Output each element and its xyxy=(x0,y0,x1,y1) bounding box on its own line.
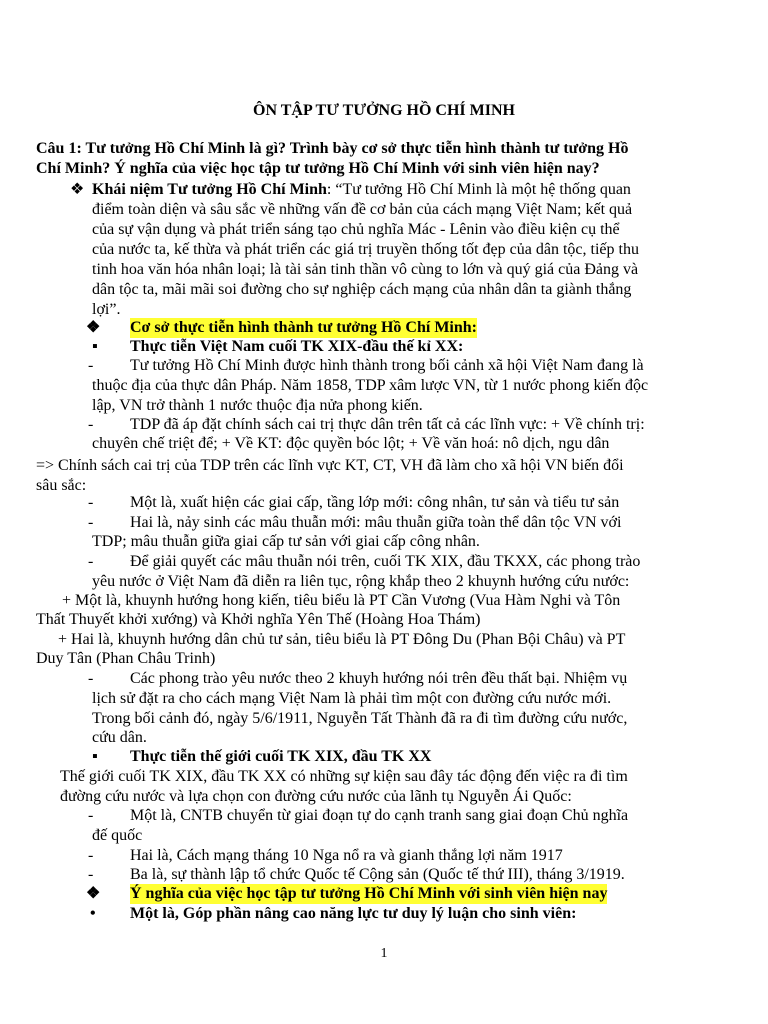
paragraph-line: Để giải quyết các mâu thuẫn nói trên, cuối TK XIX, đầu TKXX, các phong trào xyxy=(130,553,641,570)
paragraph-line: Một là, CNTB chuyển từ giai đoạn tự do cạnh tranh sang giai đoạn Chủ nghĩa xyxy=(130,807,629,824)
paragraph-line: Các phong trào yêu nước theo 2 khuyh hướng nói trên đều thất bại. Nhiệm vụ xyxy=(130,670,628,687)
paragraph-line: + Một là, khuynh hướng hong kiến, tiêu biểu là PT Cần Vương (Vua Hàm Nghi và Tôn xyxy=(62,592,621,609)
paragraph-line: => Chính sách cai trị của TDP trên các lĩnh vực KT, CT, VH đã làm cho xã hội VN biến đổi xyxy=(36,457,624,474)
paragraph-line: TDP; mâu thuẫn giữa giai cấp tư sản với giai cấp công nhân. xyxy=(92,533,480,550)
paragraph-line: Tư tưởng Hồ Chí Minh được hình thành trong bối cảnh xã hội Việt Nam đang là xyxy=(130,357,644,374)
paragraph-line: + Hai là, khuynh hướng dân chủ tư sản, tiêu biểu là PT Đông Du (Phan Bội Châu) và PT xyxy=(58,631,626,648)
section-heading-significance: Ý nghĩa của việc học tập tư tưởng Hồ Chí Minh với sinh viên hiện nay xyxy=(130,885,608,902)
page-number: 1 xyxy=(380,946,388,961)
paragraph-line: sâu sắc: xyxy=(36,477,87,494)
section-heading-basis: Cơ sở thực tiễn hình thành tư tưởng Hồ Chí Minh: xyxy=(130,319,477,336)
square-bullet-icon: ▪ xyxy=(92,338,98,355)
dash-bullet: - xyxy=(88,553,94,570)
paragraph-line: TDP đã áp đặt chính sách cai trị thực dân trên tất cả các lĩnh vực: + Về chính trị: xyxy=(130,416,645,433)
paragraph-line: Thất Thuyết khởi xướng) và Khởi nghĩa Yên Thế (Hoàng Hoa Thám) xyxy=(36,611,481,628)
subsection-heading-world: Thực tiễn thế giới cuối TK XIX, đầu TK XX xyxy=(130,748,432,765)
dash-bullet: - xyxy=(88,494,94,511)
dash-bullet: - xyxy=(88,847,94,864)
diamond-bullet-icon: ❖ xyxy=(70,181,85,198)
dash-bullet: - xyxy=(88,670,94,687)
question-line-2: Chí Minh? Ý nghĩa của việc học tập tư tưởng Hồ Chí Minh với sinh viên hiện nay? xyxy=(36,160,600,177)
paragraph-line: Hai là, Cách mạng tháng 10 Nga nổ ra và gianh thắng lợi năm 1917 xyxy=(130,847,563,864)
diamond-bullet-icon: ❖ xyxy=(86,319,101,336)
dash-bullet: - xyxy=(88,357,94,374)
concept-first-line xyxy=(92,180,631,200)
paragraph-line: yêu nước ở Việt Nam đã diễn ra liên tục, rộng khắp theo 2 khuynh hướng cứu nước: xyxy=(92,573,630,590)
concept-line: của nước ta, kế thừa và phát triển các giá trị truyền thống tốt đẹp của dân tộc, tiếp thu xyxy=(92,241,639,258)
paragraph-line: cứu dân. xyxy=(92,729,147,746)
paragraph-line: lịch sử đặt ra cho cách mạng Việt Nam là phải tìm một con đường cứu nước mới. xyxy=(92,690,612,707)
concept-line: điểm toàn diện và sâu sắc về những vấn đề cơ bản của cách mạng Việt Nam; kết quả xyxy=(92,201,633,218)
dash-bullet: - xyxy=(88,807,94,824)
dash-bullet: - xyxy=(88,866,94,883)
concept-line: tinh hoa văn hóa nhân loại; là tài sản tinh thần vô cùng to lớn và quý giá của Đảng và xyxy=(92,261,639,278)
paragraph-line: chuyên chế triệt để; + Về KT: độc quyền bóc lột; + Về văn hoá: nô dịch, ngu dân xyxy=(92,435,610,452)
question-line-1: Câu 1: Tư tưởng Hồ Chí Minh là gì? Trình bày cơ sở thực tiễn hình thành tư tưởng Hồ xyxy=(36,140,629,157)
concept-line: lợi”. xyxy=(92,301,121,318)
paragraph-line: đế quốc xyxy=(92,827,143,844)
subsection-heading-vietnam: Thực tiễn Việt Nam cuối TK XIX-đầu thế kỉ XX: xyxy=(130,338,464,355)
paragraph-line: Duy Tân (Phan Châu Trinh) xyxy=(36,650,216,667)
paragraph-line: Thế giới cuối TK XIX, đầu TK XX có những sự kiện sau đây tác động đến việc ra đi tìm xyxy=(60,768,628,785)
point-heading: Một là, Góp phần nâng cao năng lực tư duy lý luận cho sinh viên: xyxy=(130,905,577,922)
concept-line: của sự vận dụng và phát triển sáng tạo chủ nghĩa Mác - Lênin vào điều kiện cụ thể xyxy=(92,221,620,238)
diamond-bullet-icon: ❖ xyxy=(86,885,101,902)
document-title: ÔN TẬP TƯ TƯỞNG HỒ CHÍ MINH xyxy=(253,102,515,119)
concept-label: Khái niệm Tư tưởng Hồ Chí Minh xyxy=(92,181,327,198)
paragraph-line: Trong bối cảnh đó, ngày 5/6/1911, Nguyễn Tất Thành đã ra đi tìm đường cứu nước, xyxy=(92,710,628,727)
paragraph-line: đường cứu nước và lựa chọn con đường cứu nước của lãnh tụ Nguyễn Ái Quốc: xyxy=(60,788,572,805)
square-bullet-icon: ▪ xyxy=(92,748,98,765)
paragraph-line: Ba là, sự thành lập tổ chức Quốc tế Cộng sản (Quốc tế thứ III), tháng 3/1919. xyxy=(130,866,625,883)
dash-bullet: - xyxy=(88,514,94,531)
paragraph-line: Hai là, nảy sinh các mâu thuẫn mới: mâu thuẫn giữa toàn thể dân tộc VN với xyxy=(130,514,622,531)
paragraph-line: Một là, xuất hiện các giai cấp, tầng lớp mới: công nhân, tư sản và tiểu tư sản xyxy=(130,494,620,511)
concept-text: : “Tư tưởng Hồ Chí Minh là một hệ thống quan xyxy=(326,181,631,198)
concept-line: dân tộc ta, mãi mãi soi đường cho sự nghiệp cách mạng của nhân dân ta giành thắng xyxy=(92,281,632,298)
paragraph-line: thuộc địa của thực dân Pháp. Năm 1858, TDP xâm lược VN, từ 1 nước phong kiến độc xyxy=(92,377,649,394)
dash-bullet: - xyxy=(88,416,94,433)
round-bullet-icon: • xyxy=(90,905,96,922)
paragraph-line: lập, VN trở thành 1 nước thuộc địa nửa phong kiến. xyxy=(92,397,423,414)
